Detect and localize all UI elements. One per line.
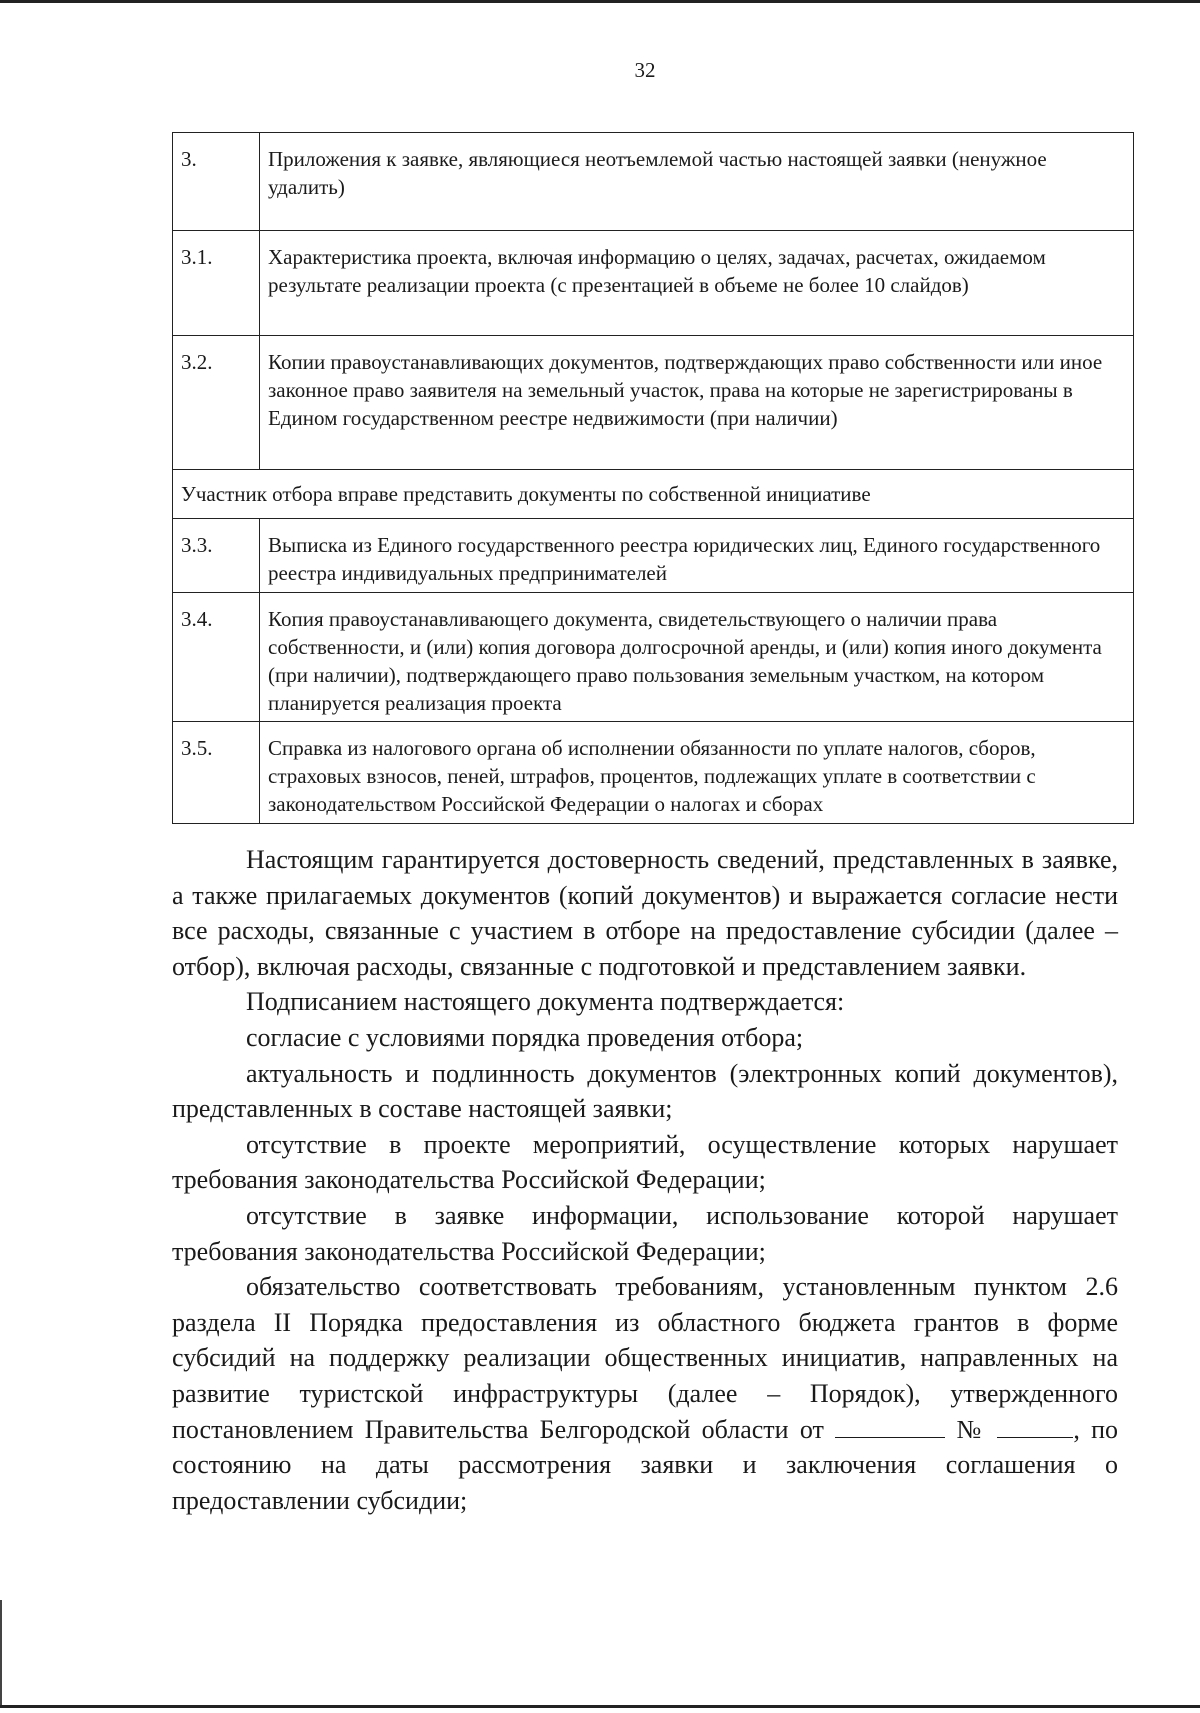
obligation-text-start: обязательство соответствовать требованиям, установленным пунктом 2.6 раздела II Порядка предоставления из областного бюджета грантов в форме субсидий на поддержку реализации общественных инициатив, направленных на развитие туристской инфраструктуры (далее – Порядок), утвержденного постановлением Правительства Белгородской области от bbox=[172, 1272, 1118, 1444]
paragraph-consent: согласие с условиями порядка проведения отбора; bbox=[246, 1022, 804, 1052]
row-text: Копии правоустанавливающих документов, подтверждающих право собственности или иное законное право заявителя на земельный участок, права на которые не зарегистрированы в Едином государственном реестре недвижимости (при наличии) bbox=[260, 336, 1134, 470]
scan-edge-top bbox=[0, 0, 1200, 3]
scan-edge-bottom bbox=[0, 1705, 1200, 1708]
row-number: 3.1. bbox=[173, 231, 260, 336]
table-row bbox=[173, 722, 1134, 824]
row-number: 3.2. bbox=[173, 336, 260, 470]
attachments-table bbox=[172, 132, 1134, 824]
row-text: Выписка из Единого государственного реестра юридических лиц, Единого государственного реестра индивидуальных предпринимателей bbox=[260, 519, 1134, 593]
row-text: Справка из налогового органа об исполнении обязанности по уплате налогов, сборов, страховых взносов, пеней, штрафов, процентов, подлежащих уплате в соответствии с законодательством Российской Федерации о налогах и сборах bbox=[260, 722, 1134, 824]
row-number: 3.3. bbox=[173, 519, 260, 593]
row-text: Приложения к заявке, являющиеся неотъемлемой частью настоящей заявки (ненужное удалить) bbox=[260, 133, 1134, 231]
row-number: 3.5. bbox=[173, 722, 260, 824]
obligation-text-end: , по состоянию на даты рассмотрения заявки и заключения соглашения о предоставлении субсидии; bbox=[172, 1414, 1119, 1515]
table-section-row bbox=[173, 470, 1134, 519]
paragraph-confirmation-heading: Подписанием настоящего документа подтверждается: bbox=[246, 987, 845, 1017]
table-row bbox=[173, 133, 1134, 231]
row-text: Характеристика проекта, включая информацию о целях, задачах, расчетах, ожидаемом результате реализации проекта (с презентацией в объеме не более 10 слайдов) bbox=[260, 231, 1134, 336]
date-blank bbox=[835, 1415, 945, 1438]
paragraph-authenticity: актуальность и подлинность документов (электронных копий документов), представленных в составе настоящей заявки; bbox=[172, 1058, 1118, 1124]
table-row bbox=[173, 231, 1134, 336]
row-number: 3.4. bbox=[173, 593, 260, 722]
page-number: 32 bbox=[634, 58, 656, 82]
section-heading: Участник отбора вправе представить документы по собственной инициативе bbox=[173, 470, 1134, 519]
number-blank bbox=[997, 1415, 1073, 1438]
paragraph-guarantee: Настоящим гарантируется достоверность сведений, представленных в заявке, а также прилагаемых документов (копий документов) и выражается согласие нести все расходы, связанные с участием в отборе на предоставление субсидии (далее – отбор), включая расходы, связанные с подготовкой и представлением заявки. bbox=[172, 845, 1118, 981]
number-sign: № bbox=[956, 1414, 987, 1444]
scan-edge-left bbox=[0, 1600, 2, 1705]
table-row bbox=[173, 336, 1134, 470]
row-text: Копия правоустанавливающего документа, свидетельствующего о наличии права собственности, и (или) копия договора долгосрочной аренды, и (или) копия иного документа (при наличии), подтверждающего право пользования земельным участком, на котором планируется реализация проекта bbox=[260, 593, 1134, 722]
table-row bbox=[173, 593, 1134, 722]
table-row bbox=[173, 519, 1134, 593]
paragraph-obligation bbox=[172, 1269, 1118, 1518]
paragraph-no-info-violations: отсутствие в заявке информации, использование которой нарушает требования законодательства Российской Федерации; bbox=[172, 1200, 1118, 1266]
body-text bbox=[172, 842, 1118, 1518]
row-number: 3. bbox=[173, 133, 260, 231]
paragraph-no-violations: отсутствие в проекте мероприятий, осуществление которых нарушает требования законодательства Российской Федерации; bbox=[172, 1129, 1118, 1195]
